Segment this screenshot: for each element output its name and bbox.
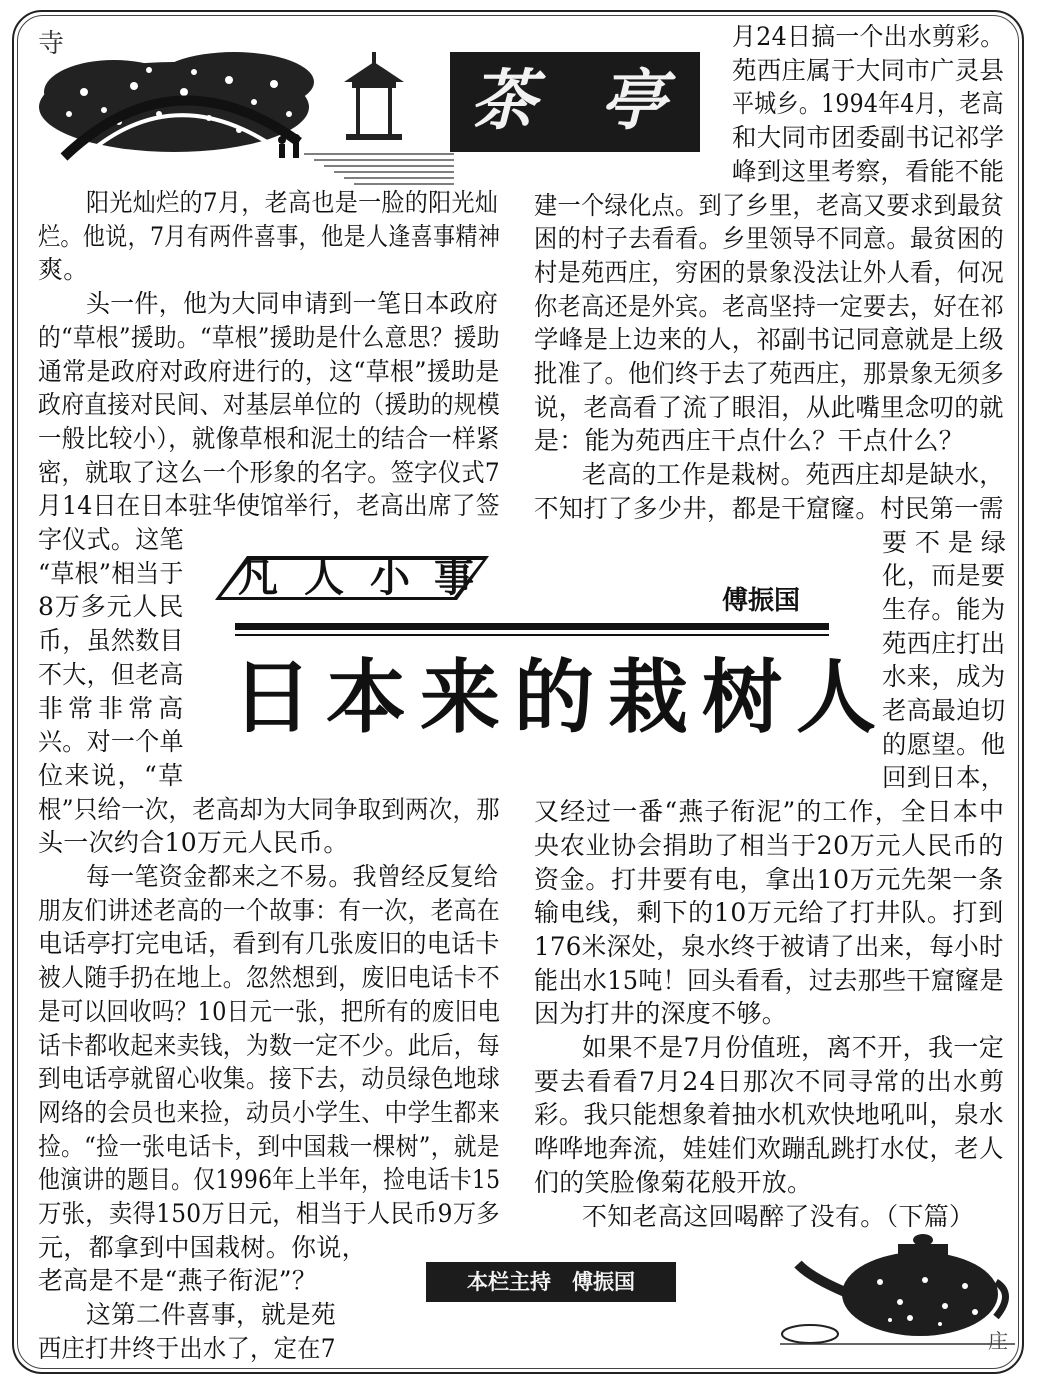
left-column-line: 这第二件喜事，就是苑 <box>86 1300 337 1330</box>
column-host: 本栏主持 傅振国 <box>426 1262 676 1302</box>
left-column-line: 到电话亭就留心收集。接下去，动员绿色地球 <box>38 1064 500 1094</box>
left-column-line: 朋友们讲述老高的一个故事：有一次，老高在 <box>38 895 500 925</box>
right-column-line: 峰到这里考察，看能不能 <box>732 156 1005 186</box>
right-column-line: 哗哗地奔流，娃娃们欢蹦乱跳打水仗，老人 <box>534 1134 1004 1164</box>
title-rule-thick <box>235 623 829 630</box>
left-column-line: 头一件，他为大同申请到一笔日本政府 <box>86 289 499 319</box>
left-column-line: 非常非常高 <box>38 693 189 723</box>
right-column-line: 月24日搞一个出水剪彩。 <box>732 22 1005 51</box>
right-column-line: 批准了。他们终于去了苑西庄，那景象无须多 <box>534 359 1005 388</box>
right-column-line: 生存。能为 <box>882 594 1006 624</box>
right-column-line: 要去看看7月24日那次不同寻常的出水剪 <box>534 1066 1006 1096</box>
right-column-line: 建一个绿化点。到了乡里，老高又要求到最贫 <box>534 190 1005 220</box>
right-column-line: 困的村子去看看。乡里领导不同意。最贫困的 <box>534 224 1005 254</box>
right-column-line: 苑西庄打出 <box>882 628 1006 658</box>
right-column-line: 回到日本， <box>882 763 1006 793</box>
headline: 日本来的栽树人 <box>232 651 890 744</box>
right-column-line: 不知老高这回喝醉了没有。（下篇） <box>582 1201 975 1231</box>
right-column-line: 176米深处，泉水终于被请了出来，每小时 <box>534 931 1004 961</box>
column-tag-char-1: 凡 <box>238 554 278 601</box>
teapot-illustration <box>780 1222 1015 1352</box>
logo-char-1: 茶 <box>470 61 536 139</box>
right-column-line: 苑西庄属于大同市广灵县 <box>732 55 1005 85</box>
left-column-line: 捡。“捡一张电话卡，到中国栽一棵树”，就是 <box>38 1131 500 1161</box>
svg-text:寺: 寺 <box>38 29 65 59</box>
svg-text:庄: 庄 <box>988 1329 1008 1352</box>
right-column-line: 化，而是要 <box>882 561 1006 591</box>
author-byline: 傅振国 <box>722 586 801 616</box>
logo-char-2: 亭 <box>600 61 666 139</box>
right-column-line: 是：能为苑西庄干点什么？干点什么？ <box>534 426 965 456</box>
left-column-line: 是可以回收吗？10日元一张，把所有的废旧电 <box>38 996 501 1026</box>
left-column-line: 每一笔资金都来之不易。我曾经反复给 <box>86 862 499 891</box>
left-column-line: 话卡都收起来卖钱，为数一定不少。此后，每 <box>38 1030 500 1060</box>
right-column-line: 要不是绿 <box>882 527 1014 557</box>
right-column-line: 又经过一番“燕子衔泥”的工作，全日本中 <box>534 797 1006 827</box>
left-column-line: 的“草根”援助。“草根”援助是什么意思？援助 <box>38 322 500 352</box>
right-column-line: 如果不是7月份值班，离不开，我一定 <box>582 1033 1005 1062</box>
right-column-line: 的愿望。他 <box>882 729 1006 759</box>
left-column-line: 他演讲的题目。仅1996年上半年，捡电话卡15 <box>38 1165 501 1195</box>
left-column-line: 8万多元人民 <box>38 592 185 622</box>
left-column-line: 字仪式。这笔 <box>38 525 184 554</box>
right-column-line: 输电线，剩下的10万元给了打井队。打到 <box>534 898 1004 928</box>
column-tag-char-4: 事 <box>434 554 474 601</box>
left-column-line: “草根”相当于 <box>38 558 184 588</box>
right-column-line: 不知打了多少井，都是干窟窿。村民第一需 <box>534 493 1004 523</box>
left-column-line: 阳光灿烂的7月，老高也是一脸的阳光灿 <box>86 188 499 217</box>
right-column-line: 央农业协会捐助了相当于20万元人民币的 <box>534 830 1004 860</box>
right-column-line: 和大同市团委副书记祁学 <box>732 123 1005 153</box>
left-column-line: 爽。 <box>38 255 89 285</box>
column-tag <box>207 552 497 604</box>
left-column-line: 网络的会员也来捡，动员小学生、中学生都来 <box>38 1097 500 1127</box>
right-column-line: 老高的工作是栽树。苑西庄却是缺水， <box>582 460 1005 490</box>
left-column-line: 电话亭打完电话，看到有几张废旧的电话卡 <box>38 929 500 959</box>
left-column-line: 月14日在日本驻华使馆举行，老高出席了签 <box>38 491 500 521</box>
left-column-line: 根”只给一次，老高却为大同争取到两次，那 <box>38 794 500 824</box>
right-column-line: 说，老高看了流了眼泪，从此嘴里念叨的就 <box>534 392 1004 422</box>
right-column-line: 彩。我只能想象着抽水机欢快地吼叫，泉水 <box>534 1100 1004 1130</box>
column-tag-char-3: 小 <box>370 554 410 601</box>
right-column-line: 平城乡。1994年4月，老高 <box>732 89 1004 119</box>
column-tag-char-2: 人 <box>304 554 344 601</box>
left-column-line: 元，都拿到中国栽树。你说， <box>38 1232 367 1262</box>
right-column-line: 老高最迫切 <box>882 696 1006 725</box>
left-column-line: 头一次约合10万元人民币。 <box>38 828 349 858</box>
left-column-line: 烂。他说，7月有两件喜事，他是人逢喜事精神 <box>38 221 501 251</box>
right-column-line: 村是苑西庄，穷困的景象没法让外人看，何况 <box>534 257 1005 287</box>
left-column-line: 密，就取了这么一个形象的名字。签字仪式7 <box>38 457 500 487</box>
left-column-line: 西庄打井终于出水了，定在7 <box>38 1333 336 1363</box>
left-column-line: 一般比较小），就像草根和泥土的结合一样紧 <box>38 423 500 453</box>
right-column-line: 水来，成为 <box>882 662 1006 692</box>
left-column-line: 位来说，“草 <box>38 760 185 790</box>
left-column-line: 币，虽然数目 <box>38 626 184 656</box>
right-column-line: 能出水15吨！回头看看，过去那些干窟窿是 <box>534 965 1004 995</box>
right-column-line: 因为打井的深度不够。 <box>534 999 788 1029</box>
left-column-line: 政府直接对民间、对基层单位的（援助的规模 <box>38 390 500 420</box>
title-rule-thin <box>235 634 829 636</box>
right-column-line: 资金。打井要有电，拿出10万元先架一条 <box>534 864 1004 894</box>
left-column-line: 不大，但老高 <box>38 659 184 689</box>
right-column-line: 你老高还是外宾。老高坚持一定要去，好在祁 <box>534 291 1005 321</box>
column-logo <box>450 52 700 152</box>
left-column-line: 兴。对一个单 <box>38 727 184 757</box>
right-column-line: 学峰是上边来的人，祁副书记同意就是上级 <box>534 325 1004 355</box>
left-column-line: 老高是不是“燕子衔泥”？ <box>38 1266 318 1296</box>
left-column-line: 通常是政府对政府进行的，这“草根”援助是 <box>38 356 500 386</box>
left-column-line: 万张，卖得150万日元，相当于人民币9万多 <box>38 1199 500 1228</box>
left-column-line: 被人随手扔在地上。忽然想到，废旧电话卡不 <box>38 963 500 993</box>
right-column-line: 们的笑脸像菊花般开放。 <box>534 1167 813 1197</box>
